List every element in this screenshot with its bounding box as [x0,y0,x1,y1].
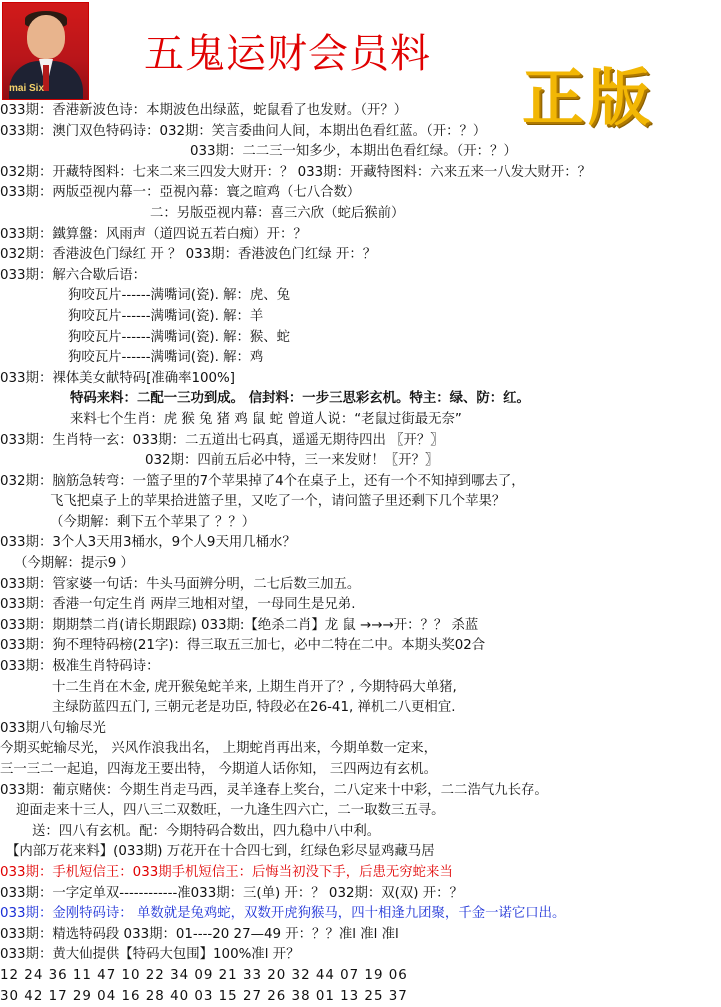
riddle-line-3: 狗咬瓦片------满嘴词(瓷). 解：猴、蛇 [68,329,291,345]
authentic-badge: 正版 [522,61,655,134]
text-line-6: 二：另版亞视内幕：喜三六欣（蛇后猴前） [150,205,405,221]
text-line-42: 033期：黄大仙提供【特码大包围】100%准l 开？ [0,947,300,963]
photo-face [27,15,65,59]
text-line-29: 十二生肖在木金, 虎开猴兔蛇羊来, 上期生肖开了？, 今期特码大单猪, [52,679,457,695]
photo-watermark: mai Six [9,83,45,94]
text-line-27: 033期：狗不理特码榜(21字)：得三取五三加七，必中二特在二中。本期头奖02合 [0,638,486,654]
text-line-16: 来料七个生肖：虎 猴 兔 猪 鸡 鼠 蛇 曾道人说：“老鼠过街最无奈” [70,411,462,427]
text-line-8: 032期：香港波色门绿红 开 ？ 033期：香港波色门红绿 开：？ [0,247,377,263]
text-line-2: 033期：澳门双色特码诗：032期：笑言委曲问人间，本期出色看红蓝。（开：？） [0,123,487,139]
text-line-19: 032期：脑筋急转弯：一篮子里的7个苹果掉了4个在桌子上，还有一个不知掉到哪去了， [0,473,525,489]
text-line-36: 送：四八有玄机。配：今期特码合数出，四九稳中八中利。 [32,823,381,839]
text-line-20: 飞飞把桌子上的苹果拾进篮子里，又吃了一个，请问篮子里还剩下几个苹果？ [50,494,506,510]
text-line-39: 033期：一字定单双------------准033期：三(单) 开：？ 032期：双(双) 开：？ [0,885,463,901]
riddle-line-1: 狗咬瓦片------满嘴词(瓷). 解：虎、兔 [68,288,291,304]
text-line-41: 033期：精选特码段 033期：01----20 27—49 开：？？准l 准l 准l [0,926,399,942]
number-row-1: 12 24 36 11 47 10 22 34 09 21 33 20 32 44 07 19 06 [0,967,408,983]
host-photo [2,2,89,100]
text-line-21: （今期解：剩下五个苹果了 ？？） [50,514,256,530]
text-line-33: 三一三二一起追，四海龙王要出特， 今期道人话你知， 三四两边有玄机。 [0,762,438,777]
text-line-38: 033期：手机短信王：033期手机短信王：后悔当初没下手，后患无穷蛇来当 [0,864,453,880]
text-line-28: 033期：极准生肖特码诗： [0,659,160,675]
text-line-5: 033期：两版亞视内幕一：亞視內幕：寰之暄鸡（七八合数） [0,185,361,201]
number-row-2: 30 42 17 29 04 16 28 40 03 15 27 26 38 01 13 25 37 [0,988,408,1004]
text-line-24: 033期：管家婆一句话：牛头马面辨分明，二七后数三加五。 [0,576,361,592]
text-line-37: 【内部万花来料】(033期) 万花开在十合四七到，红绿色彩尽显鸡藏马居 [6,844,435,860]
text-line-18: 032期：四前五后必中特，三一来发财！〖开？〗 [145,453,439,469]
text-line-25: 033期：香港一句定生肖 两岸三地相对望，一母同生是兄弟. [0,597,356,613]
text-line-40: 033期：金刚特码诗： 单数就是兔鸡蛇，双数开虎狗猴马，四十相逢九团聚，千金一诺它口出。 [0,906,566,922]
text-line-30: 主绿防蓝四五门, 三朝元老是功臣, 特段必在26-41, 禅机二八更相宜. [52,700,456,716]
text-line-9: 033期：解六合歇后语： [0,267,147,283]
text-line-23: （今期解：提示9 ） [14,556,134,572]
text-line-7: 033期：鐵算盤：风雨声（道四说五若白痴）开：？ [0,226,307,242]
text-line-3: 033期：二二三一知多少，本期出色看红绿。（开：？） [190,144,517,160]
text-line-35: 迎面走来十三人，四八三二双数旺，一九逢生四六亡，二一取数三五寻。 [16,803,445,819]
text-line-32: 今期买蛇输尽光， 兴风作浪我出名， 上期蛇肖再出来，今期单数一定来， [0,741,438,757]
text-line-34: 033期：葡京赌侠：今期生肖走马西，灵羊逢春上奖台，二八定来十中彩，二二浩气九长存。 [0,782,548,798]
text-line-31: 033期八句输尽光 [0,720,106,736]
text-line-26: 033期：期期禁二肖(请长期跟踪) 033期:【绝杀二肖】龙 鼠 →→→开：？？ 杀蓝 [0,617,479,633]
content-body [0,101,721,1007]
page-title: 五鬼运财会员料 [144,31,431,77]
text-line-14: 033期：裸体美女献特码[准确率100%] [0,370,235,386]
text-line-1: 033期：香港新波色诗：本期波色出绿蓝，蛇鼠看了也发财。（开？） [0,103,408,118]
text-line-17: 033期：生肖特一玄：033期：二五道出七码真，遥遥无期待四出 〖开？〗 [0,432,444,448]
text-line-22: 033期：3个人3天用3桶水，9个人9天用几桶水？ [0,535,296,551]
text-line-15: 特码来料：二配一三功到成。 信封料：一步三思彩玄机。特主：绿、防：红。 [70,391,530,407]
riddle-line-2: 狗咬瓦片------满嘴词(瓷). 解：羊 [68,308,264,324]
text-line-4: 032期：开藏特图料：七来二来三四发大财开：？ 033期：开藏特图料：六来五来一八发大财开：？ [0,164,591,180]
riddle-line-4: 狗咬瓦片------满嘴词(瓷). 解：鸡 [68,350,264,366]
